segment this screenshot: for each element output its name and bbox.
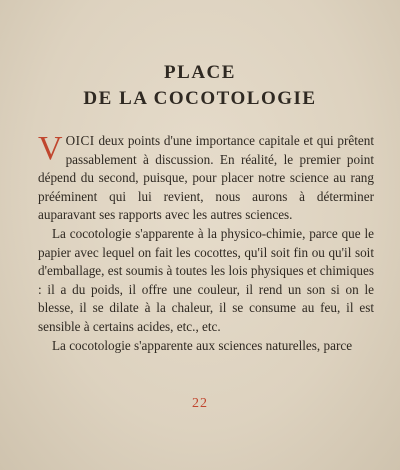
paragraph-1-text: deux points d'une importance capitale et qui prêtent passablement à discussion. En réalité, le premier point dépend du second, puisque, pour placer notre science au rang prééminent qui lui revient, nous aurons à déterminer auparavant ses rapports avec les autres sciences. <box>38 133 374 223</box>
body-text <box>38 132 374 355</box>
opening-word: OICI <box>65 133 95 148</box>
paragraph-1 <box>38 132 374 225</box>
chapter-title-line-1: PLACE <box>164 62 236 83</box>
paragraph-2: La cocotologie s'apparente à la physico-chimie, parce que le papier avec lequel on fait les cocottes, qu'il soit fin ou qu'il soit d'emballage, est soumis à toutes les lois physiques et chimiques : il a du poids, il offre une couleur, il rend un son si on le blesse, il se dilate à la chaleur, il se consume au feu, il est sensible à certains acides, etc., etc. <box>38 225 374 334</box>
paragraph-3: La cocotologie s'apparente aux sciences naturelles, parce <box>52 337 353 353</box>
chapter-title-line-2: DE LA COCOTOLOGIE <box>83 88 317 109</box>
page-number: 22 <box>192 396 208 411</box>
drop-cap: V <box>38 130 63 167</box>
